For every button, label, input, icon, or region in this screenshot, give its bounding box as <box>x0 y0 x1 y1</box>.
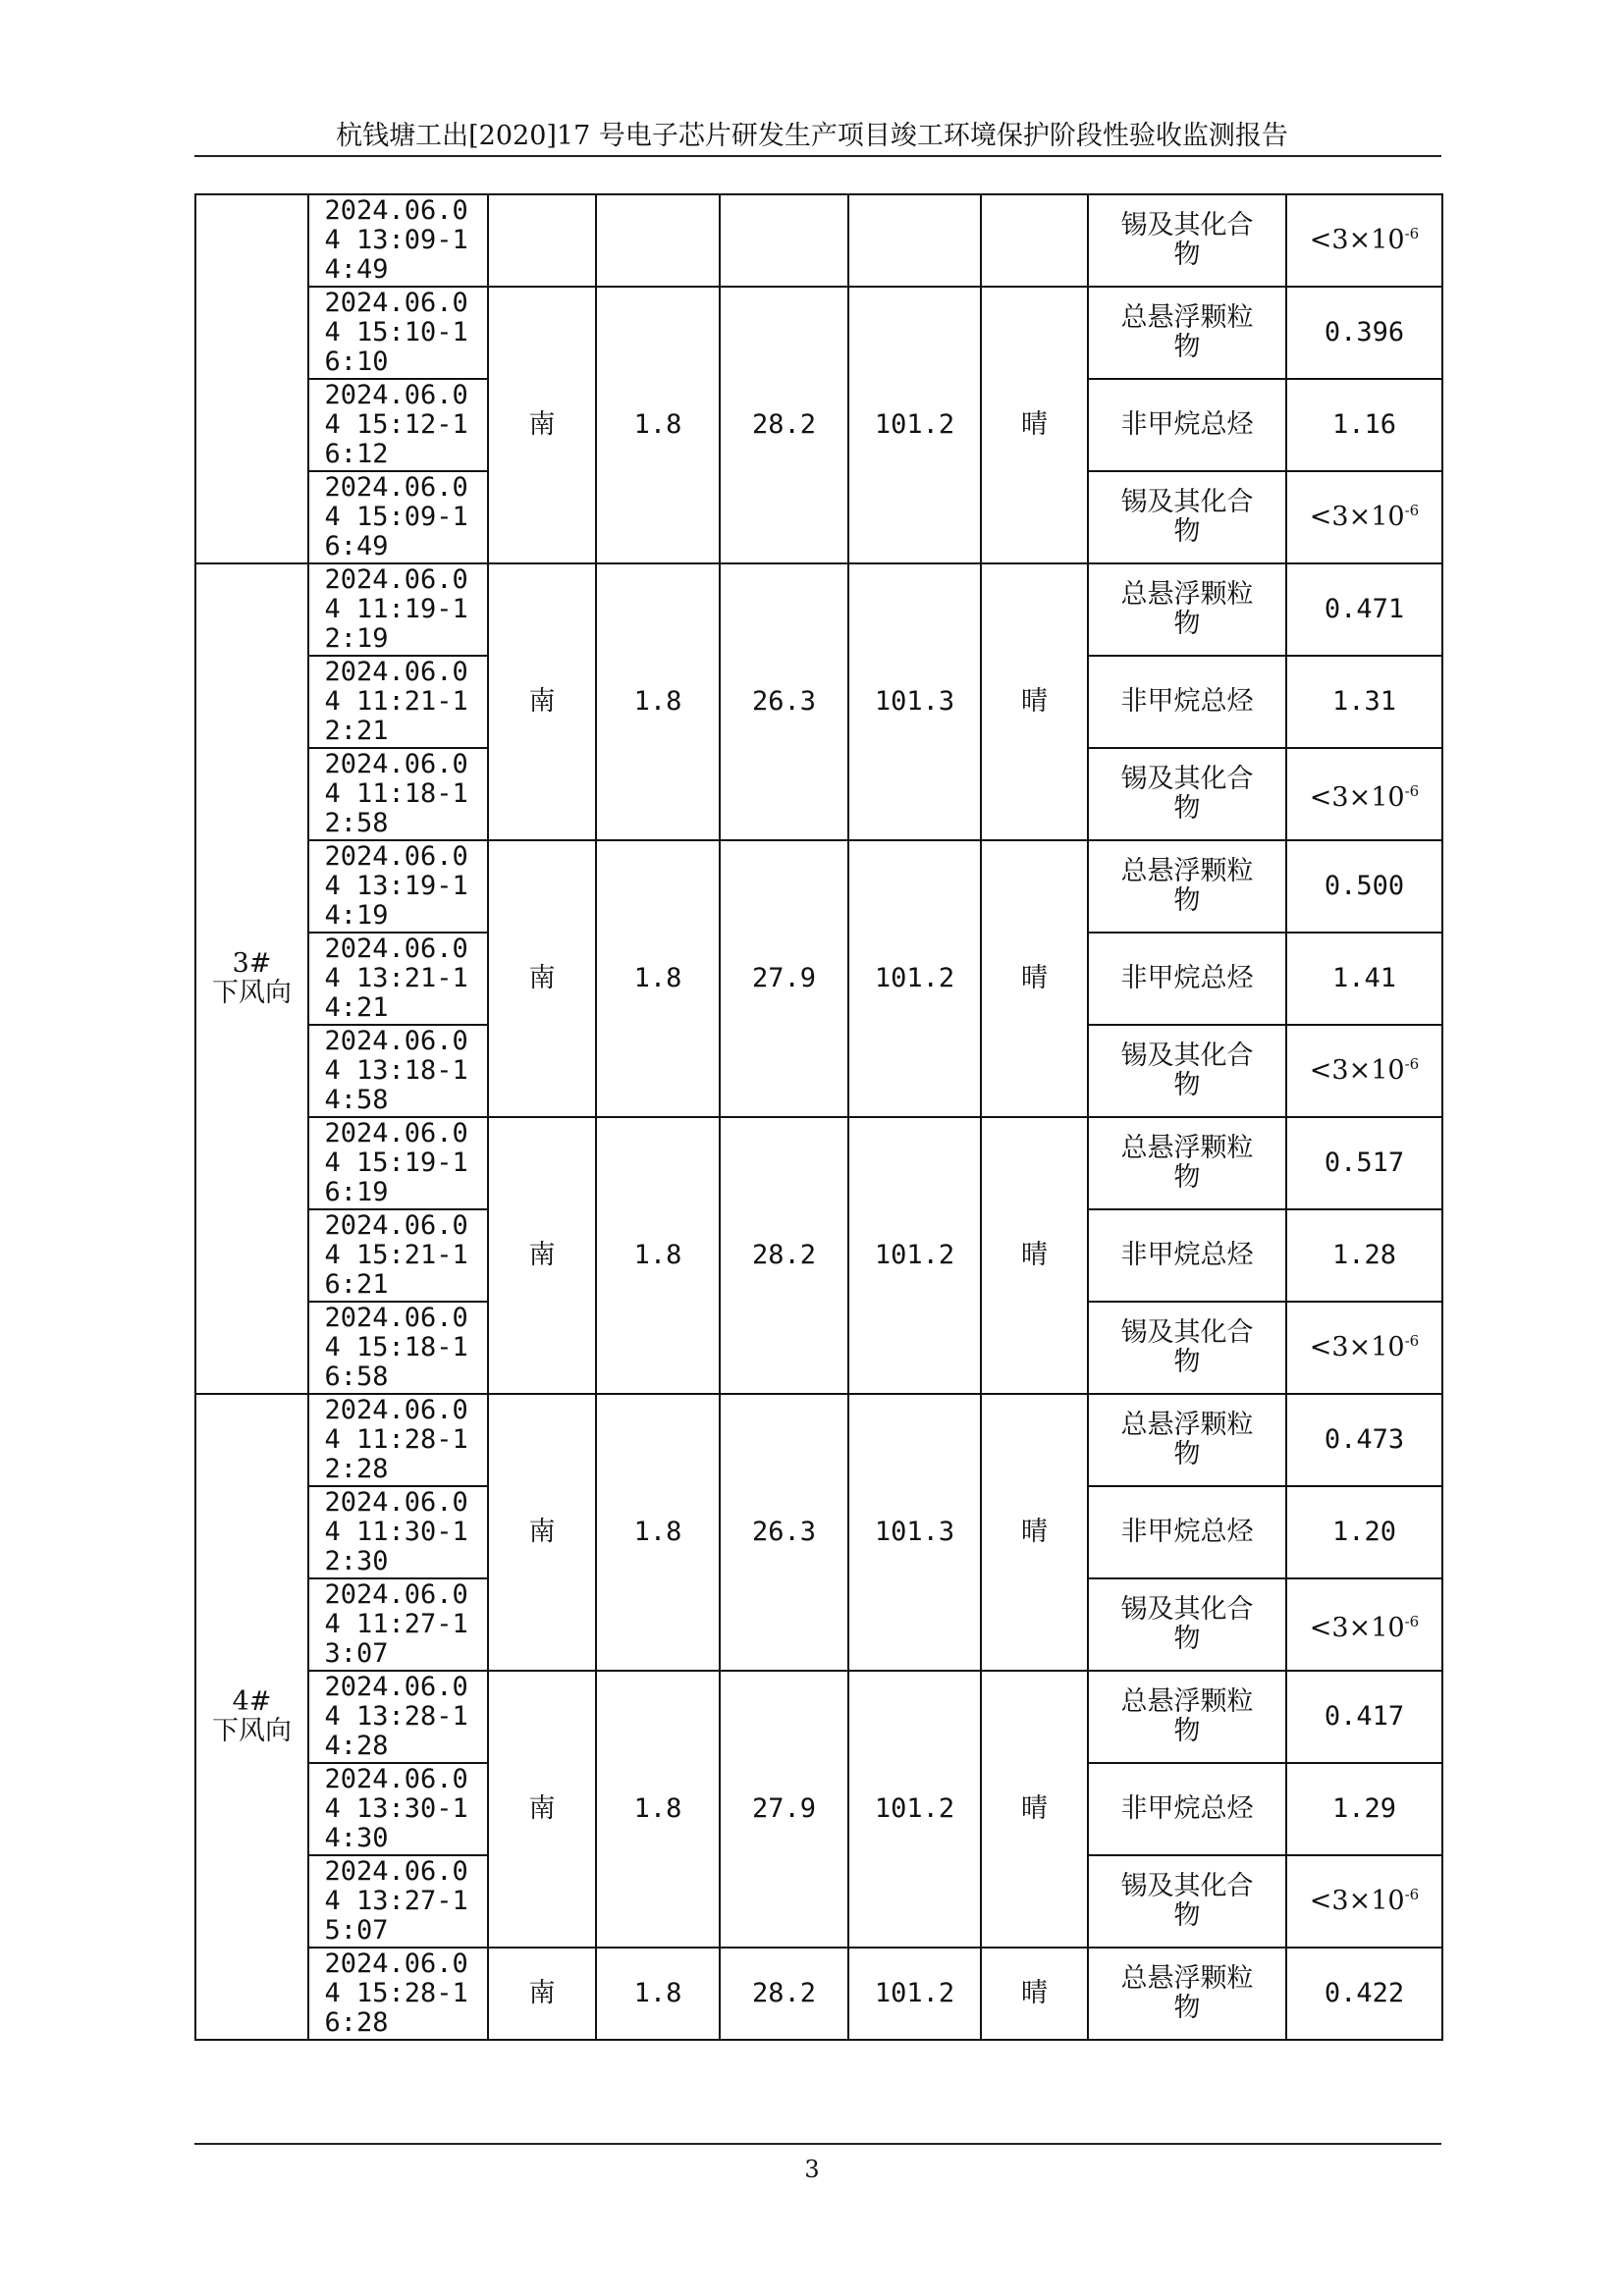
result-cell <box>1286 1578 1442 1671</box>
result-cell <box>1286 1117 1442 1209</box>
pollutant-item-cell <box>1088 1486 1286 1578</box>
pollutant-name: 总悬浮颗粒物 <box>1120 1410 1254 1469</box>
sampling-time-cell <box>308 1394 488 1486</box>
sampling-time: 2024.06.04 13:18-14:58 <box>324 1026 468 1115</box>
sampling-time: 2024.06.04 11:28-12:28 <box>324 1395 468 1484</box>
temperature-cell: 27.9 <box>720 1671 848 1948</box>
wind-speed-cell <box>596 194 720 287</box>
result-exponent: -6 <box>1404 1055 1420 1074</box>
weather-cell: 晴 <box>981 1671 1088 1948</box>
sampling-time: 2024.06.04 11:19-12:19 <box>324 564 468 654</box>
sampling-time: 2024.06.04 11:30-12:30 <box>324 1487 468 1576</box>
pollutant-item-cell <box>1088 379 1286 471</box>
result-cell <box>1286 1948 1442 2040</box>
result-base: <3×10 <box>1309 502 1405 533</box>
pollutant-name: 非甲烷总烃 <box>1120 1240 1254 1271</box>
pollutant-name: 锡及其化合物 <box>1120 487 1254 547</box>
result-base: <3×10 <box>1309 1886 1405 1917</box>
pollutant-name: 总悬浮颗粒物 <box>1120 302 1254 362</box>
sampling-time-cell <box>308 471 488 563</box>
result-value: 1.31 <box>1331 686 1397 718</box>
sampling-time: 2024.06.04 13:09-14:49 <box>324 195 468 285</box>
header-divider <box>194 155 1441 157</box>
result-value <box>1310 1602 1419 1648</box>
table-row <box>195 563 1442 656</box>
sampling-time-cell <box>308 1302 488 1394</box>
pollutant-item-cell <box>1088 194 1286 287</box>
sampling-time: 2024.06.04 15:10-16:10 <box>324 288 468 377</box>
result-value: 1.29 <box>1331 1793 1397 1825</box>
wind-direction-cell: 南 <box>488 840 596 1117</box>
weather-cell: 晴 <box>981 563 1088 840</box>
pollutant-name: 锡及其化合物 <box>1120 1317 1254 1377</box>
result-cell <box>1286 1486 1442 1578</box>
monitoring-site-cell <box>195 563 308 1394</box>
wind-direction-cell: 南 <box>488 1671 596 1948</box>
pollutant-item-cell <box>1088 1025 1286 1117</box>
sampling-time: 2024.06.04 11:21-12:21 <box>324 657 468 746</box>
table-body <box>195 194 1442 2040</box>
pollutant-name: 总悬浮颗粒物 <box>1120 1963 1254 2023</box>
temperature-cell: 28.2 <box>720 1948 848 2040</box>
result-cell <box>1286 194 1442 287</box>
pressure-cell: 101.2 <box>848 287 981 563</box>
sampling-time: 2024.06.04 15:21-16:21 <box>324 1210 468 1300</box>
sampling-time-cell <box>308 840 488 933</box>
pollutant-item-cell <box>1088 933 1286 1025</box>
result-value <box>1310 1332 1419 1362</box>
result-base: <3×10 <box>1309 1612 1405 1643</box>
pollutant-name: 非甲烷总烃 <box>1120 409 1254 441</box>
sampling-time-cell <box>308 1117 488 1209</box>
sampling-time: 2024.06.04 13:28-14:28 <box>324 1672 468 1761</box>
table-row <box>195 194 1442 287</box>
result-base: <3×10 <box>1309 1055 1405 1087</box>
temperature-cell: 26.3 <box>720 563 848 840</box>
weather-cell <box>981 194 1088 287</box>
result-cell <box>1286 656 1442 748</box>
sampling-time-cell <box>308 1763 488 1855</box>
pollutant-item-cell <box>1088 287 1286 379</box>
wind-direction-cell <box>488 194 596 287</box>
result-cell <box>1286 1763 1442 1855</box>
pollutant-name: 锡及其化合物 <box>1120 1594 1254 1654</box>
temperature-cell: 28.2 <box>720 1117 848 1394</box>
pollutant-name: 非甲烷总烃 <box>1120 1517 1254 1548</box>
sampling-time: 2024.06.04 15:19-16:19 <box>324 1118 468 1207</box>
sampling-time-cell <box>308 1209 488 1302</box>
table-row <box>195 1671 1442 1763</box>
sampling-time: 2024.06.04 11:27-13:07 <box>324 1579 468 1669</box>
pressure-cell: 101.2 <box>848 1948 981 2040</box>
result-cell <box>1286 563 1442 656</box>
wind-speed-cell: 1.8 <box>596 1394 720 1671</box>
pollutant-name: 非甲烷总烃 <box>1120 1793 1254 1825</box>
result-exponent: -6 <box>1404 225 1420 243</box>
temperature-cell: 27.9 <box>720 840 848 1117</box>
result-value <box>1310 225 1419 255</box>
result-cell <box>1286 840 1442 933</box>
wind-speed-cell: 1.8 <box>596 1117 720 1394</box>
pressure-cell: 101.3 <box>848 563 981 840</box>
result-exponent: -6 <box>1404 781 1420 800</box>
sampling-time-cell <box>308 933 488 1025</box>
site-number: 3# <box>232 948 272 980</box>
result-cell <box>1286 287 1442 379</box>
pressure-cell: 101.2 <box>848 840 981 1117</box>
temperature-cell: 26.3 <box>720 1394 848 1671</box>
monitoring-site-cell <box>195 194 308 563</box>
table-row <box>195 1117 1442 1209</box>
result-value: 0.417 <box>1324 1701 1405 1733</box>
monitoring-site-cell <box>195 1394 308 2040</box>
sampling-time-cell <box>308 194 488 287</box>
result-exponent: -6 <box>1404 1886 1420 1904</box>
result-exponent: -6 <box>1404 502 1420 520</box>
result-cell <box>1286 379 1442 471</box>
pollutant-name: 总悬浮颗粒物 <box>1120 1686 1254 1746</box>
sampling-time-cell <box>308 1486 488 1578</box>
sampling-time-cell <box>308 1948 488 2040</box>
sampling-time-cell <box>308 748 488 840</box>
wind-direction-cell: 南 <box>488 1948 596 2040</box>
weather-cell: 晴 <box>981 840 1088 1117</box>
result-cell <box>1286 1302 1442 1394</box>
site-position: 下风向 <box>212 978 292 1008</box>
weather-cell: 晴 <box>981 1948 1088 2040</box>
result-base: <3×10 <box>1309 1332 1405 1363</box>
sampling-time-cell <box>308 1855 488 1948</box>
pollutant-name: 非甲烷总烃 <box>1120 963 1254 994</box>
pollutant-item-cell <box>1088 1578 1286 1671</box>
sampling-time: 2024.06.04 13:19-14:19 <box>324 841 468 931</box>
sampling-time: 2024.06.04 13:21-14:21 <box>324 934 468 1023</box>
result-value <box>1310 1055 1419 1086</box>
sampling-time-cell <box>308 1671 488 1763</box>
sampling-time: 2024.06.04 15:09-16:49 <box>324 472 468 561</box>
sampling-time: 2024.06.04 11:18-12:58 <box>324 749 468 838</box>
result-value: 1.20 <box>1331 1517 1397 1548</box>
sampling-time-cell <box>308 1578 488 1671</box>
monitoring-data-table <box>194 193 1443 2041</box>
pollutant-name: 总悬浮颗粒物 <box>1120 856 1254 916</box>
pollutant-item-cell <box>1088 656 1286 748</box>
pollutant-name: 非甲烷总烃 <box>1120 686 1254 718</box>
pollutant-item-cell <box>1088 1209 1286 1302</box>
sampling-time: 2024.06.04 15:12-16:12 <box>324 380 468 469</box>
result-exponent: -6 <box>1404 1332 1420 1351</box>
page-number: 3 <box>804 2156 820 2183</box>
pollutant-item-cell <box>1088 1117 1286 1209</box>
wind-direction-cell: 南 <box>488 287 596 563</box>
pollutant-item-cell <box>1088 840 1286 933</box>
pollutant-item-cell <box>1088 1302 1286 1394</box>
weather-cell: 晴 <box>981 1394 1088 1671</box>
site-number: 4# <box>232 1686 272 1718</box>
sampling-time-cell <box>308 287 488 379</box>
table-row <box>195 1948 1442 2040</box>
pollutant-name: 总悬浮颗粒物 <box>1120 1133 1254 1193</box>
wind-speed-cell: 1.8 <box>596 1671 720 1948</box>
wind-speed-cell: 1.8 <box>596 840 720 1117</box>
sampling-time: 2024.06.04 13:27-15:07 <box>324 1856 468 1946</box>
result-value <box>1310 502 1419 532</box>
result-cell <box>1286 933 1442 1025</box>
table-row <box>195 287 1442 379</box>
sampling-time: 2024.06.04 13:30-14:30 <box>324 1764 468 1853</box>
pollutant-item-cell <box>1088 1855 1286 1948</box>
sampling-time-cell <box>308 379 488 471</box>
result-value: 0.473 <box>1324 1424 1405 1456</box>
weather-cell: 晴 <box>981 1117 1088 1394</box>
result-value: 0.396 <box>1324 317 1405 348</box>
pressure-cell: 101.2 <box>848 1117 981 1394</box>
result-cell <box>1286 1209 1442 1302</box>
wind-direction-cell: 南 <box>488 563 596 840</box>
result-cell <box>1286 1025 1442 1117</box>
result-value: 0.422 <box>1324 1978 1405 2009</box>
pollutant-name: 锡及其化合物 <box>1120 1041 1254 1100</box>
weather-cell: 晴 <box>981 287 1088 563</box>
result-cell <box>1286 1671 1442 1763</box>
pollutant-name: 锡及其化合物 <box>1120 210 1254 270</box>
temperature-cell: 28.2 <box>720 287 848 563</box>
report-header-title: 杭钱塘工出[2020]17 号电子芯片研发生产项目竣工环境保护阶段性验收监测报告 <box>336 121 1288 151</box>
wind-speed-cell: 1.8 <box>596 287 720 563</box>
pollutant-item-cell <box>1088 1763 1286 1855</box>
wind-speed-cell: 1.8 <box>596 1948 720 2040</box>
result-base: <3×10 <box>1309 781 1405 813</box>
result-cell <box>1286 1394 1442 1486</box>
pollutant-item-cell <box>1088 471 1286 563</box>
sampling-time: 2024.06.04 15:28-16:28 <box>324 1949 468 2038</box>
result-value: 1.41 <box>1331 963 1397 994</box>
result-value <box>1310 772 1419 818</box>
result-cell <box>1286 748 1442 840</box>
pollutant-name: 锡及其化合物 <box>1120 764 1254 824</box>
wind-direction-cell: 南 <box>488 1117 596 1394</box>
table-row <box>195 840 1442 933</box>
pressure-cell: 101.2 <box>848 1671 981 1948</box>
result-value: 1.28 <box>1331 1240 1397 1271</box>
result-value <box>1310 1886 1419 1916</box>
sampling-time-cell <box>308 563 488 656</box>
result-value: 1.16 <box>1331 409 1397 441</box>
pressure-cell: 101.3 <box>848 1394 981 1671</box>
table-row <box>195 1394 1442 1486</box>
pollutant-item-cell <box>1088 1948 1286 2040</box>
result-value: 0.517 <box>1324 1148 1405 1179</box>
pollutant-item-cell <box>1088 1394 1286 1486</box>
pollutant-item-cell <box>1088 563 1286 656</box>
pollutant-item-cell <box>1088 748 1286 840</box>
result-cell <box>1286 471 1442 563</box>
sampling-time-cell <box>308 1025 488 1117</box>
pollutant-item-cell <box>1088 1671 1286 1763</box>
sampling-time-cell <box>308 656 488 748</box>
result-cell <box>1286 1855 1442 1948</box>
temperature-cell <box>720 194 848 287</box>
result-value: 0.471 <box>1324 594 1405 625</box>
site-position: 下风向 <box>212 1716 292 1746</box>
footer-divider <box>194 2143 1441 2145</box>
pollutant-name: 总悬浮颗粒物 <box>1120 579 1254 639</box>
result-base: <3×10 <box>1309 225 1405 256</box>
result-value: 0.500 <box>1324 871 1405 902</box>
wind-speed-cell: 1.8 <box>596 563 720 840</box>
sampling-time: 2024.06.04 15:18-16:58 <box>324 1303 468 1392</box>
wind-direction-cell: 南 <box>488 1394 596 1671</box>
pollutant-name: 锡及其化合物 <box>1120 1871 1254 1931</box>
result-exponent: -6 <box>1404 1612 1420 1630</box>
pressure-cell <box>848 194 981 287</box>
